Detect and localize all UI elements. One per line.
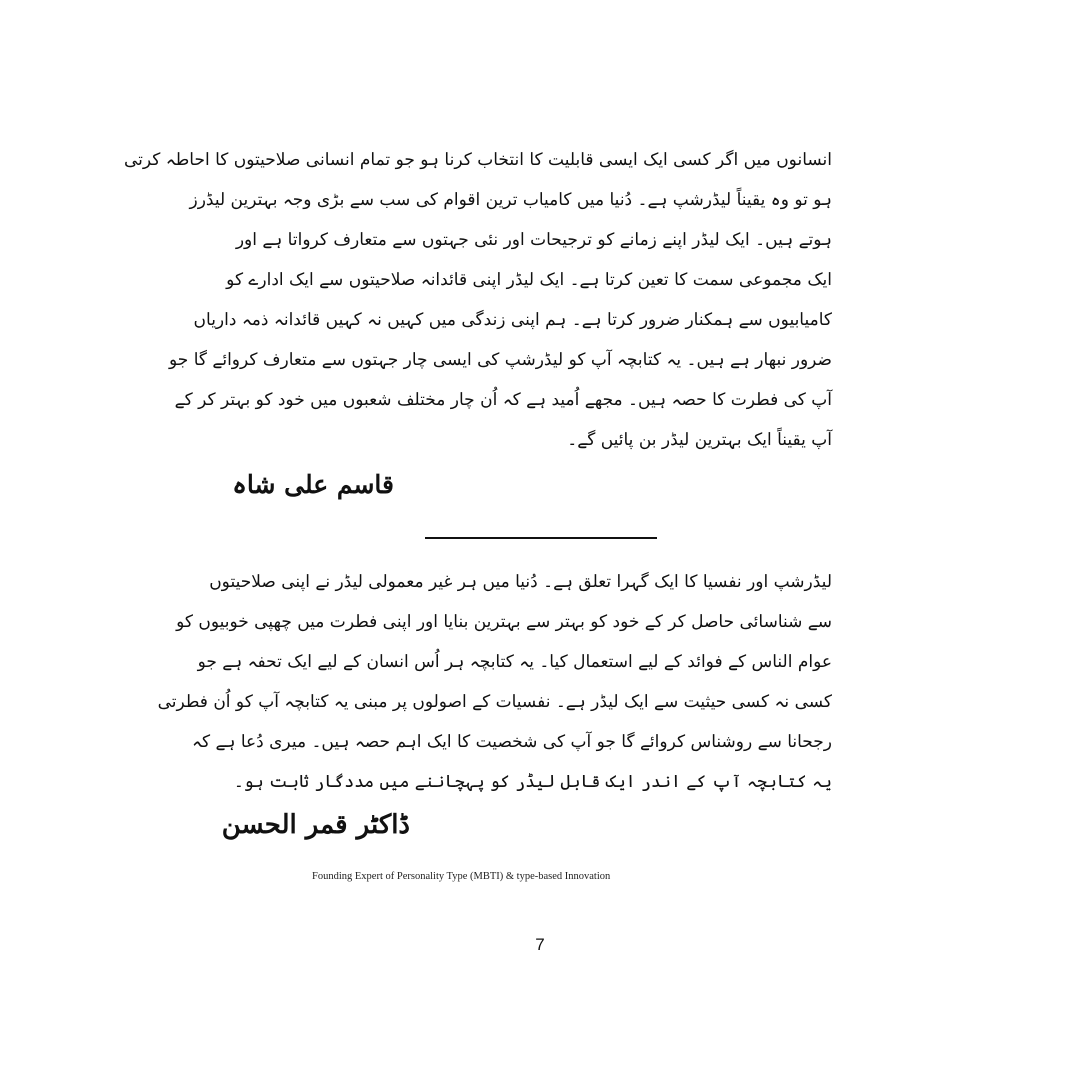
paragraph-line: کسی نہ کسی حیثیت سے ایک لیڈر ہے۔ نفسیات کے اصولوں پر مبنی یہ کتابچہ آپ کو اُن فطرتی (157, 692, 832, 712)
paragraph-line: ضرور نبھار ہے ہیں۔ یہ کتابچہ آپ کو لیڈرشپ کی ایسی چار جہتوں سے متعارف کروائے گا جو (169, 350, 832, 370)
paragraph-line: لیڈرشپ اور نفسیا کا ایک گہرا تعلق ہے۔ دُنیا میں ہر غیر معمولی لیڈر نے اپنی صلاحیتوں (209, 572, 832, 592)
paragraph-line: کامیابیوں سے ہمکنار ضرور کرتا ہے۔ ہم اپنی زندگی میں کہیں نہ کہیں قائدانہ ذمہ داریاں (193, 310, 832, 330)
paragraph-line: عوام الناس کے فوائد کے لیے استعمال کیا۔ یہ کتابچہ ہر اُس انسان کے لیے ایک تحفہ ہے جو (197, 652, 832, 672)
paragraph-line: یہ کتابچہ آپ کے اندر ایک قابل لیڈر کو پہچاننے میں مددگار ثابت ہو۔ (233, 772, 832, 792)
paragraph-line: آپ یقیناً ایک بہترین لیڈر بن پائیں گے۔ (567, 430, 832, 450)
paragraph-line: رجحانا سے روشناس کروائے گا جو آپ کی شخصیت کا ایک اہم حصہ ہیں۔ میری دُعا ہے کہ (192, 732, 832, 752)
foreword-paragraph-1 (124, 140, 832, 460)
paragraph-line: ہو تو وہ یقیناً لیڈرشپ ہے۔ دُنیا میں کامیاب ترین اقوام کی سب سے بڑی وجہ بہترین لیڈرز (189, 190, 832, 210)
signature-dr-qamar-ul-hassan: ڈاکٹر قمر الحسن (221, 810, 410, 840)
page-number: 7 (535, 935, 545, 954)
paragraph-line: سے شناسائی حاصل کر کے خود کو بہتر سے بہترین بنایا اور اپنی فطرت میں چھپی خوبیوں کو (176, 612, 832, 632)
signature-qasim-ali-shah: قاسم علی شاہ (232, 470, 394, 499)
paragraph-line: ایک مجموعی سمت کا تعین کرتا ہے۔ ایک لیڈر اپنی قائدانہ صلاحیتوں سے ایک ادارے کو (226, 270, 832, 290)
section-divider (425, 537, 657, 539)
paragraph-line: انسانوں میں اگر کسی ایک ایسی قابلیت کا انتخاب کرنا ہو جو تمام انسانی صلاحیتوں کا احاطہ کرتی (124, 150, 832, 170)
foreword-paragraph-2 (157, 562, 832, 802)
author-credential: Founding Expert of Personality Type (MBTI) & type-based Innovation (312, 871, 611, 882)
paragraph-line: ہوتے ہیں۔ ایک لیڈر اپنے زمانے کو ترجیحات اور نئی جہتوں سے متعارف کرواتا ہے اور (235, 230, 832, 250)
paragraph-line: آپ کی فطرت کا حصہ ہیں۔ مجھے اُمید ہے کہ اُن چار مختلف شعبوں میں خود کو بہتر کر کے (174, 390, 832, 410)
